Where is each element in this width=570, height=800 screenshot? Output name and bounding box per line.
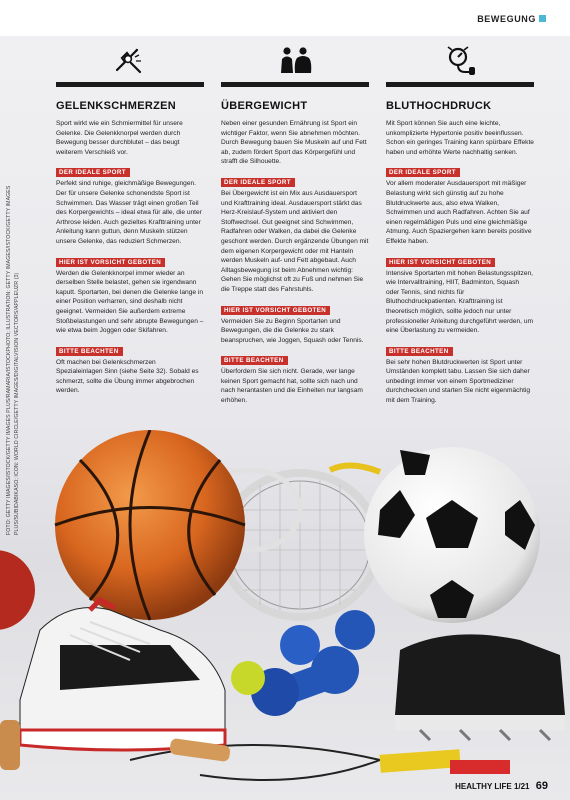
dumbbell-icon [251, 610, 375, 716]
paragraph: Vor allem moderater Ausdauersport mit mäßiger Belastung wirkt sich günstig auf zu hohe Blutdruckwerte aus, also etwa Walken, Schwimmen und auch Radfahren. Achten Sie auf einen regelmäßigen Puls und eine gleichmäßige Atmung. Auch Spaziergehen kann bereits positive Effekte haben. [386, 180, 532, 245]
paragraph: Bei sehr hohen Blutdruckwerten ist Sport unter Umständen komplett tabu. Lassen Sie sich daher unbedingt immer von einem Sportmediziner durchchecken und starten Sie nicht eigenmächtig mit dem Training. [386, 358, 531, 405]
paragraph: Perfekt sind ruhige, gleichmäßige Bewegungen. Der für unsere Gelenke schonendste Sport ist Schwimmen. Das Wasser trägt einen großen Teil des Korpergewichts – ideal etwa für alle, die unter Arthrose leiden. Auch gezieltes Krafttraining unter Anleitung kann guttun, denn Muskeln stützen unsere Gelenke, das reduziert Schmerzen. [56, 180, 202, 245]
subheading-label: BITTE BEACHTEN [221, 356, 288, 365]
subheading-label: DER IDEALE SPORT [221, 178, 295, 187]
section-marker [539, 15, 546, 22]
subheading-label: DER IDEALE SPORT [386, 168, 460, 177]
subheading-label: BITTE BEACHTEN [386, 347, 453, 356]
red-card-icon [450, 760, 510, 774]
photo-credit: FOTO: GETTY IMAGES/ISTOCK/GETTY IMAGES PLUS/RAMARIA/ISTOCKPHOTO; ILLUSTRATION: GETTY IMAGES/ISTOCK/GETTY IMAGES PLUS/SUBIDABIKASO; ICON: WORLD CIRCLE/GETTY IMAGES/DIGITALVISION VECTORS/APPLEUZR (3) [6, 185, 20, 535]
column-overweight [221, 40, 369, 410]
soccer-ball-icon [364, 447, 540, 623]
subheading-label: BITTE BEACHTEN [56, 347, 123, 356]
football-boot-icon [395, 634, 565, 740]
column-intro: Mit Sport können Sie auch eine leichte, unkomplizierte Hypertonie positiv beeinflussen. Schon ein geringes Training kann spürbare Effekte haben und erhöhte Werte nachhaltig senken. [386, 120, 534, 156]
column-blood-pressure [386, 40, 534, 410]
subheading-label: HIER IST VORSICHT GEBOTEN [221, 306, 330, 315]
tennis-ball-icon [231, 661, 265, 695]
sports-equipment-photo [0, 430, 570, 800]
page-number: 69 [535, 780, 548, 792]
sneaker-icon [20, 600, 225, 750]
red-ball-icon [0, 550, 35, 630]
issue-number: 1/21 [513, 782, 530, 791]
subheading-label: HIER IST VORSICHT GEBOTEN [56, 258, 165, 267]
column-title: ÜBERGEWICHT [221, 100, 308, 112]
overweight-icon [221, 40, 369, 80]
paragraph: Werden die Gelenkknorpel immer wieder an derselben Stelle belastet, gehen sie irgendwann kaputt. Sportarten, bei denen die Gelenke lange in einer Position verharren, sind deshalb nicht geeignet. Vermeiden Sie außerdem extreme Stoßbelastungen und sehr abrupte Bewegungen – wie etwa beim Joggen oder Skifahren. [56, 269, 204, 335]
column-joint-pain [56, 40, 204, 400]
paragraph: Überfordern Sie sich nicht. Gerade, wer lange keinen Sport gemacht hat, sollte sich nach und nach herantasten und die Einheiten nur langsam erhöhen. [221, 368, 363, 405]
blood-pressure-icon [386, 40, 534, 80]
magazine-name: HEALTHY LIFE [455, 782, 512, 791]
subheading-label: HIER IST VORSICHT GEBOTEN [386, 258, 495, 267]
tennis-racket-icon [222, 465, 380, 617]
column-intro: Neben einer gesunden Ernährung ist Sport ein wichtiger Faktor, wenn Sie abnehmen möchten. Durch Bewegung bauen Sie Muskeln auf und Fett ab, zudem fördert Sport das Körpergefühl und strafft die Silhouette. [221, 120, 367, 166]
paragraph: Intensive Sportarten mit hohen Belastungsspitzen, wie Intervalltraining, HIIT, Badminton, Squash oder Tennis, sind nichts für Bluthochdruckpatienten. Krafttraining ist theoretisch möglich, sollte jedoch nur unter professioneller Anleitung durchgeführt werden, um eine Überlastung zu vermeiden. [386, 269, 533, 335]
column-title: BLUTHOCHDRUCK [386, 100, 492, 112]
paragraph: Oft machen bei Gelenkschmerzen Spezialeinlagen Sinn (siehe Seite 32). Sobald es schmerzt, sollte die Übung immer abgebrochen werden. [56, 358, 199, 395]
column-bar [56, 82, 204, 87]
column-bar [386, 82, 534, 87]
column-title: GELENKSCHMERZEN [56, 100, 177, 112]
page-footer [455, 780, 548, 792]
column-intro: Sport wirkt wie ein Schmiermittel für unsere Gelenke. Die Gelenkknorpel werden durch Bewegung besser durchblutet – das beugt weiterem Verschleiß vor. [56, 120, 183, 156]
yellow-card-icon [380, 749, 461, 773]
paragraph: Bei Übergewicht ist ein Mix aus Ausdauersport und Krafttraining ideal. Ausdauersport stärkt das Herz-Kreislauf-System und aktiviert den Stoffwechsel. Gut geeignet sind Schwimmen, Radfahren oder Walken, da dabei die Gelenke geschont werden. Durch ergänzende Übungen mit dem eigenen Korpergewicht oder mit Hanteln werden Muskeln auf- und Fett abgebaut. Auch Alltagsbewegung ist beim Abnehmen wichtig: Gehen Sie möglichst oft zu Fuß und nehmen Sie die Treppe statt des Fahrstuhls. [221, 189, 369, 293]
paragraph: Vermeiden Sie zu Beginn Sportarten und Bewegungen, die die Gelenke zu stark beanspruchen, wie Joggen, Squash oder Tennis. [221, 317, 364, 344]
basketball-icon [55, 430, 245, 620]
section-label: BEWEGUNG [477, 14, 536, 24]
subheading-label: DER IDEALE SPORT [56, 168, 130, 177]
joint-pain-icon [56, 40, 204, 80]
column-bar [221, 82, 369, 87]
